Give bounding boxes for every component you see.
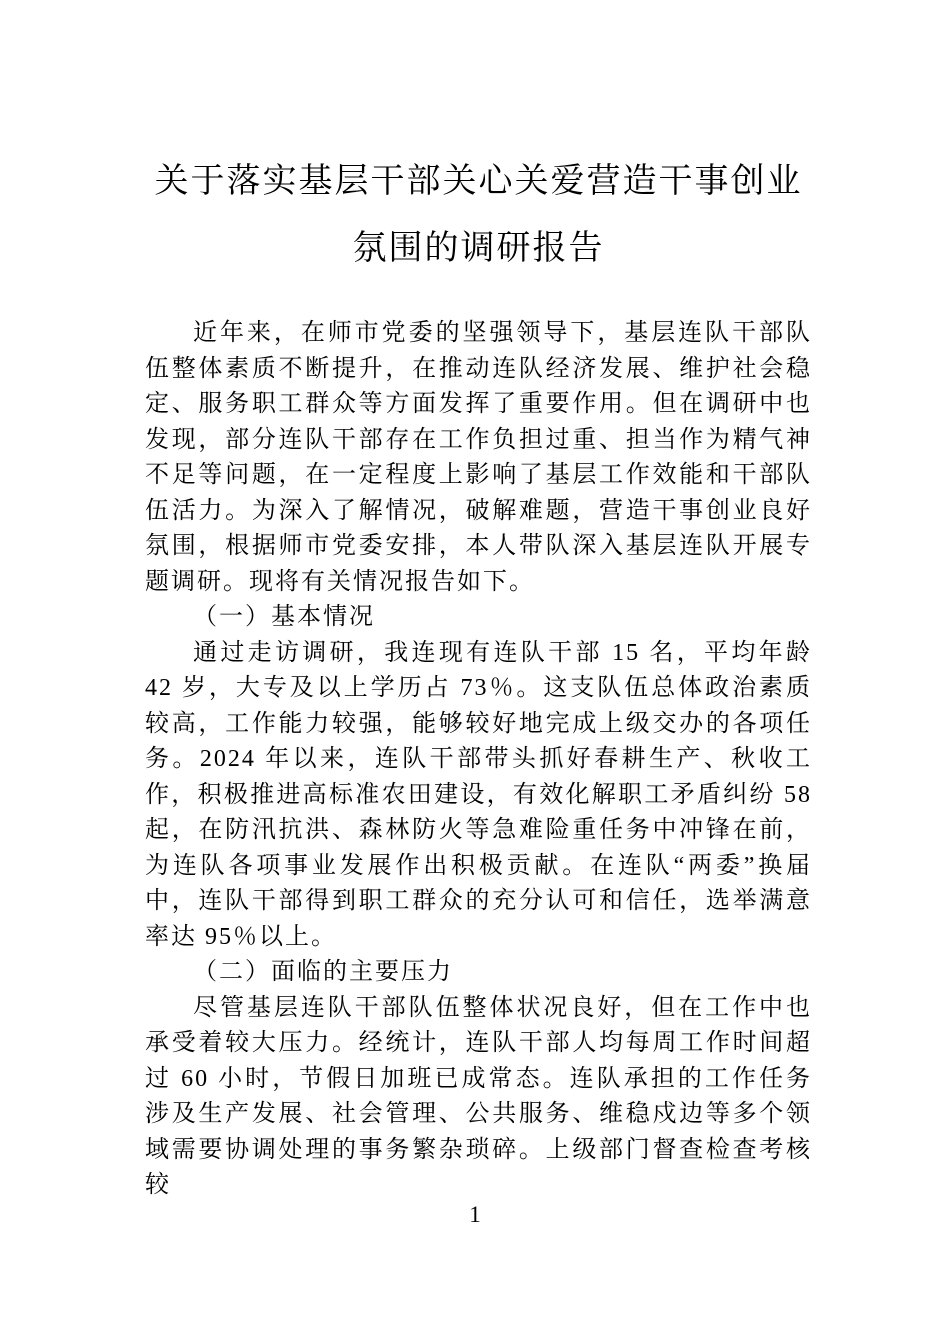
page-number: 1 xyxy=(469,1202,481,1227)
title-line-1: 关于落实基层干部关心关爱营造干事创业 xyxy=(154,162,803,200)
title-line-2: 氛围的调研报告 xyxy=(352,229,605,267)
paragraph-intro: 近年来，在师市党委的坚强领导下，基层连队干部队伍整体素质不断提升，在推动连队经济发展、维护社会稳定、服务职工群众等方面发挥了重要作用。但在调研中也发现，部分连队干部存在工作负担过重、担当作为精气神不足等问题，在一定程度上影响了基层工作效能和干部队伍活力。为深入了解情况，破解难题，营造干事创业良好氛围，根据师市党委安排，本人带队深入基层连队开展专题调研。现将有关情况报告如下。 xyxy=(145,320,812,595)
page-footer xyxy=(0,1202,950,1228)
document-body xyxy=(145,316,812,1204)
paragraph-basic-situation: 通过走访调研，我连现有连队干部 15 名，平均年龄 42 岁，大专及以上学历占 73％。这支队伍总体政治素质较高，工作能力较强，能够较好地完成上级交办的各项任务。2024 年以来，连队干部带头抓好春耕生产、秋收工作，积极推进高标准农田建设，有效化解职工矛盾纠纷 58 起，在防汛抗洪、森林防火等急难险重任务中冲锋在前，为连队各项事业发展作出积极贡献。在连队“两委”换届中，连队干部得到职工群众的充分认可和信任，选举满意率达 95％以上。 xyxy=(145,639,812,950)
paragraph-main-pressure: 尽管基层连队干部队伍整体状况良好，但在工作中也承受着较大压力。经统计，连队干部人均每周工作时间超过 60 小时，节假日加班已成常态。连队承担的工作任务涉及生产发展、社会管理、公共服务、维稳戍边等多个领域需要协调处理的事务繁杂琐碎。上级部门督查检查考核较 xyxy=(145,994,812,1198)
section-heading-main-pressure: （二）面临的主要压力 xyxy=(193,959,453,985)
section-heading-basic-situation: （一）基本情况 xyxy=(193,604,375,630)
document-title xyxy=(145,148,812,282)
